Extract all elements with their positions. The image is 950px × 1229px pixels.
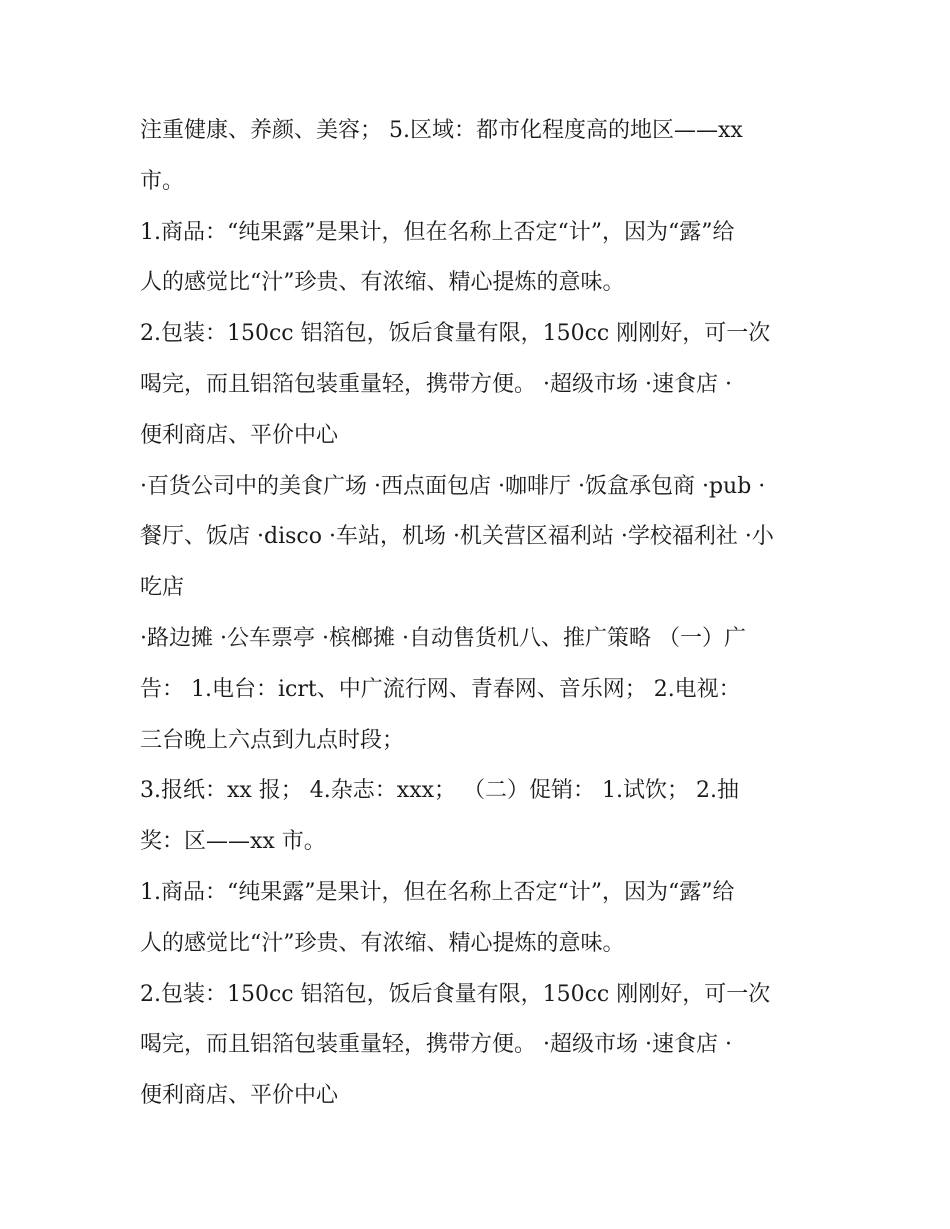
text-line: 1.商品：“纯果露”是果计，但在名称上否定“计”，因为“露”给 (140, 879, 735, 905)
text-line: 市。 (140, 168, 185, 194)
text-line: 2.包装：150cc 铝箔包，饭后食量有限，150cc 刚刚好，可一次 (140, 321, 771, 347)
text-line: 餐厅、饭店 ·disco ·车站，机场 ·机关营区福利站 ·学校福利社 ·小 (140, 524, 774, 550)
text-line: 吃店 (140, 575, 185, 601)
text-line: 人的感觉比“汁”珍贵、有浓缩、精心提炼的意味。 (140, 270, 625, 296)
text-line: 三台晚上六点到九点时段； (140, 727, 405, 753)
text-line: 喝完，而且铝箔包装重量轻，携带方便。 ·超级市场 ·速食店 · (140, 371, 732, 397)
text-line: 喝完，而且铝箔包装重量轻，携带方便。 ·超级市场 ·速食店 · (140, 1032, 732, 1058)
text-line: 告： 1.电台：icrt、中广流行网、青春网、音乐网； 2.电视： (140, 676, 741, 702)
text-line: 便利商店、平价中心 (140, 1083, 339, 1109)
text-line: ·路边摊 ·公车票亭 ·槟榔摊 ·自动售货机八、推广策略 （一）广 (140, 625, 746, 651)
text-line: ·百货公司中的美食广场 ·西点面包店 ·咖啡厅 ·饭盒承包商 ·pub · (140, 473, 766, 499)
text-line: 2.包装：150cc 铝箔包，饭后食量有限，150cc 刚刚好，可一次 (140, 981, 771, 1007)
text-line: 3.报纸：xx 报； 4.杂志：xxx； （二）促销： 1.试饮； 2.抽 (140, 778, 739, 804)
text-line: 奖：区——xx 市。 (140, 829, 326, 855)
text-line: 便利商店、平价中心 (140, 422, 339, 448)
text-line: 人的感觉比“汁”珍贵、有浓缩、精心提炼的意味。 (140, 930, 625, 956)
document-body (140, 106, 812, 1122)
text-line: 1.商品：“纯果露”是果计，但在名称上否定“计”，因为“露”给 (140, 219, 735, 245)
text-line: 注重健康、养颜、美容； 5.区域：都市化程度高的地区——xx (140, 118, 743, 143)
